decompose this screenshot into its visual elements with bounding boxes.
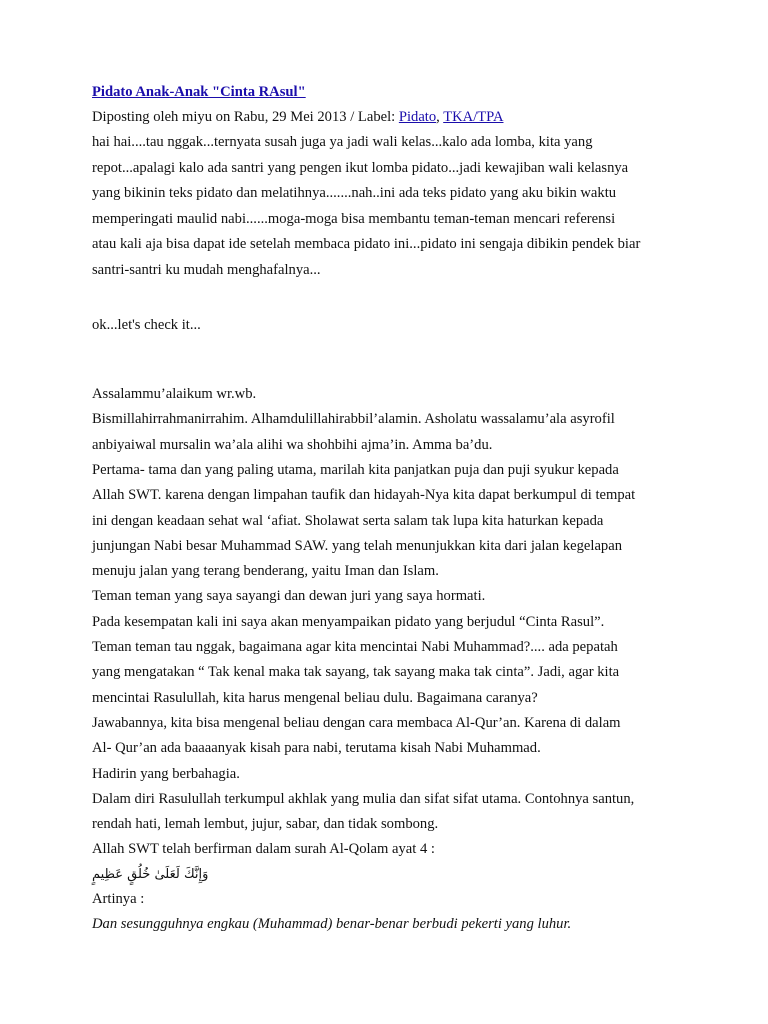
speech-line: Jawabannya, kita bisa mengenal beliau dengan cara membaca Al-Qur’an. Karena di dalam bbox=[92, 714, 621, 731]
intro-line: santri-santri ku mudah menghafalnya... bbox=[92, 261, 321, 278]
speech-line: Teman teman tau nggak, bagaimana agar kita mencintai Nabi Muhammad?.... ada pepatah bbox=[92, 639, 618, 655]
speech-line: ini dengan keadaan sehat wal ‘afiat. Sholawat serta salam tak lupa kita haturkan kepada bbox=[92, 512, 604, 529]
speech-line: Pertama- tama dan yang paling utama, marilah kita panjatkan puja dan puji syukur kepada bbox=[92, 461, 619, 478]
post-meta-text: Diposting oleh miyu on Rabu, 29 Mei 2013 / Label: bbox=[92, 109, 399, 125]
speech-line: Allah SWT telah berfirman dalam surah Al-Qolam ayat 4 : bbox=[92, 841, 435, 858]
speech-line: yang mengatakan “ Tak kenal maka tak sayang, tak sayang maka tak cinta”. Jadi, agar kita bbox=[92, 664, 620, 681]
post-meta bbox=[92, 109, 503, 126]
speech-line: rendah hati, lemah lembut, jujur, sabar, dan tidak sombong. bbox=[92, 816, 439, 833]
speech-line: mencintai Rasulullah, kita harus mengenal beliau dulu. Bagaimana caranya? bbox=[92, 689, 538, 706]
speech-line: Al- Qur’an ada baaaanyak kisah para nabi, terutama kisah Nabi Muhammad. bbox=[92, 740, 541, 757]
label-link-tka-tpa[interactable]: TKA/TPA bbox=[443, 109, 504, 125]
speech-line: Dalam diri Rasulullah terkumpul akhlak yang mulia dan sifat sifat utama. Contohnya santun, bbox=[92, 790, 635, 807]
intro-line: repot...apalagi kalo ada santri yang pengen ikut lomba pidato...jadi kewajiban wali kelasnya bbox=[92, 159, 629, 176]
intro-line: atau kali aja bisa dapat ide setelah membaca pidato ini...pidato ini sengaja dibikin pendek biar bbox=[92, 236, 641, 252]
intro-line: hai hai....tau nggak...ternyata susah juga ya jadi wali kelas...kalo ada lomba, kita yang bbox=[92, 134, 593, 150]
speech-line: Allah SWT. karena dengan limpahan taufik dan hidayah-Nya kita dapat berkumpul di tempat bbox=[92, 487, 636, 504]
speech-line: menuju jalan yang terang benderang, yaitu Iman dan Islam. bbox=[92, 563, 439, 580]
speech-line: junjungan Nabi besar Muhammad SAW. yang telah menunjukkan kita dari jalan kegelapan bbox=[92, 537, 623, 554]
post-title[interactable] bbox=[92, 84, 306, 101]
label-link-pidato[interactable]: Pidato bbox=[398, 109, 437, 125]
verse-translation: Dan sesungguhnya engkau (Muhammad) benar-benar berbudi pekerti yang luhur. bbox=[92, 916, 572, 932]
post-title-link[interactable]: Pidato Anak-Anak "Cinta RAsul" bbox=[92, 84, 306, 100]
intro-line: memperingati maulid nabi......moga-moga bisa membantu teman-teman mencari referensi bbox=[92, 210, 616, 227]
check-line: ok...let's check it... bbox=[92, 317, 201, 333]
label-separator: , bbox=[436, 109, 444, 125]
speech-line: Assalammu’alaikum wr.wb. bbox=[92, 386, 257, 402]
speech-line: anbiyaiwal mursalin wa’ala alihi wa shohbihi ajma’in. Amma ba’du. bbox=[92, 436, 493, 453]
arabic-verse: وَإِنَّكَ لَعَلَىٰ خُلُقٍ عَظِيمٍ bbox=[92, 867, 209, 882]
speech-line: Teman teman yang saya sayangi dan dewan juri yang saya hormati. bbox=[92, 588, 486, 605]
intro-line: yang bikinin teks pidato dan melatihnya.......nah..ini ada teks pidato yang aku bikin waktu bbox=[92, 185, 617, 201]
artinya-label: Artinya : bbox=[92, 891, 145, 907]
speech-line: Bismillahirrahmanirrahim. Alhamdulillahirabbil’alamin. Asholatu wassalamu’ala asyrofil bbox=[92, 411, 615, 428]
speech-line: Hadirin yang berbahagia. bbox=[92, 765, 240, 782]
speech-line: Pada kesempatan kali ini saya akan menyampaikan pidato yang berjudul “Cinta Rasul”. bbox=[92, 613, 605, 630]
